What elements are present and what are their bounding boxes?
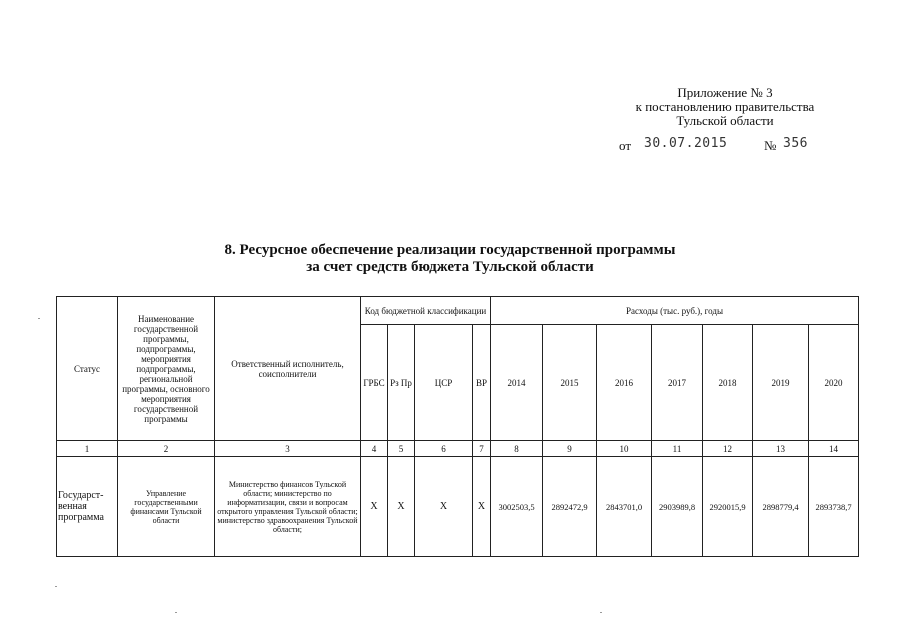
header-year: 2017	[652, 325, 703, 441]
column-number: 3	[215, 441, 361, 457]
column-number: 1	[57, 441, 118, 457]
appendix-line-3: Тульской области	[676, 113, 774, 128]
row-csr: X	[415, 457, 473, 557]
header-year: 2018	[703, 325, 753, 441]
column-number: 8	[491, 441, 543, 457]
row-amount: 3002503,5	[491, 457, 543, 557]
header-csr: ЦСР	[415, 325, 473, 441]
header-year: 2020	[809, 325, 859, 441]
row-amount: 2893738,7	[809, 457, 859, 557]
row-amount: 2903989,8	[652, 457, 703, 557]
column-number: 9	[543, 441, 597, 457]
row-amount: 2892472,9	[543, 457, 597, 557]
header-executor: Ответственный исполнитель, соисполнители	[215, 297, 361, 441]
appendix-line-2: к постановлению правительства	[635, 99, 815, 114]
row-grbs: X	[361, 457, 388, 557]
header-year: 2019	[753, 325, 809, 441]
row-amount: 2920015,9	[703, 457, 753, 557]
column-number: 2	[118, 441, 215, 457]
column-number: 13	[753, 441, 809, 457]
header-vr: ВР	[473, 325, 491, 441]
row-name: Управление государственными финансами Тульской области	[118, 457, 215, 557]
header-year: 2015	[543, 325, 597, 441]
scan-speck	[600, 612, 602, 613]
table-row	[57, 457, 859, 557]
number-value: 356	[783, 136, 808, 151]
header-grbs: ГРБС	[361, 325, 388, 441]
row-rzpr: X	[388, 457, 415, 557]
appendix-title: Приложение № 3	[677, 85, 773, 100]
row-status: Государст-венная программа	[57, 457, 118, 557]
row-vr: X	[473, 457, 491, 557]
header-status: Статус	[57, 297, 118, 441]
scan-speck	[175, 612, 177, 613]
column-number: 10	[597, 441, 652, 457]
header-name: Наименование государственной программы, подпрограммы, мероприятия подпрограммы, региональной программы, основного мероприятия государственной программы	[118, 297, 215, 441]
column-number: 7	[473, 441, 491, 457]
scan-speck	[38, 318, 40, 319]
heading-line-1: 8. Ресурсное обеспечение реализации государственной программы	[224, 242, 676, 258]
section-heading	[150, 242, 750, 276]
column-number: 4	[361, 441, 388, 457]
heading-line-2: за счет средств бюджета Тульской области	[306, 259, 594, 275]
header-year: 2014	[491, 325, 543, 441]
column-number: 11	[652, 441, 703, 457]
row-amount: 2898779,4	[753, 457, 809, 557]
number-prefix: №	[764, 138, 777, 153]
appendix-block	[600, 86, 850, 128]
scan-speck	[55, 586, 57, 587]
column-number: 12	[703, 441, 753, 457]
row-executor: Министерство финансов Тульской области; министерство по информатизации, связи и вопросам открытого управления Тульской области; министерство здравоохранения Тульской области;	[215, 457, 361, 557]
column-number: 14	[809, 441, 859, 457]
header-expenses: Расходы (тыс. руб.), годы	[491, 297, 859, 325]
header-year: 2016	[597, 325, 652, 441]
row-amount: 2843701,0	[597, 457, 652, 557]
date-value: 30.07.2015	[644, 136, 728, 151]
column-number: 5	[388, 441, 415, 457]
date-prefix: от	[619, 138, 632, 153]
header-budget-code: Код бюджетной классификации	[361, 297, 491, 325]
header-rzpr: Рз Пр	[388, 325, 415, 441]
resource-table	[56, 296, 859, 557]
column-number-row	[57, 441, 859, 457]
column-number: 6	[415, 441, 473, 457]
